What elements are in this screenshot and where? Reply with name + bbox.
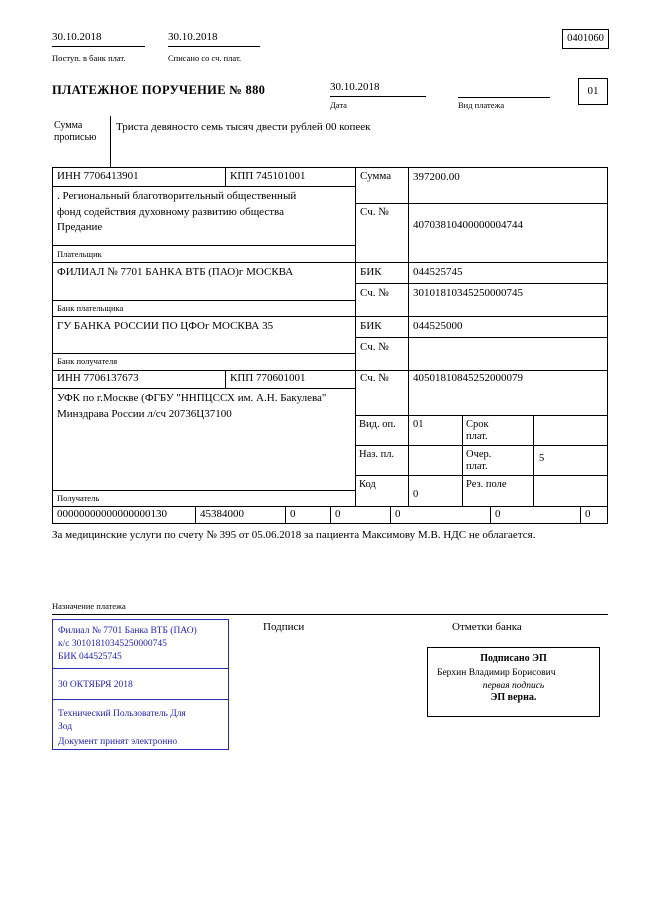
amount-label: Сумма xyxy=(360,170,392,182)
payment-kind-box: 01 xyxy=(578,78,608,105)
date-received-label: Поступ. в банк плат. xyxy=(52,53,126,63)
bank-stamp-corr-account: к/с 30101810345250000745 xyxy=(58,639,167,649)
amount-words-value: Триста девяносто семь тысяч двести рублей 00 копеек xyxy=(116,121,371,133)
grid-line xyxy=(52,167,53,523)
signature-stamp-role: первая подпись xyxy=(482,681,545,691)
bank-stamp-operator: Технический Пользователь Для Зод xyxy=(58,709,186,732)
payee-bank-bik-value: 044525000 xyxy=(413,320,463,332)
payer-kpp: КПП 745101001 xyxy=(230,170,306,182)
payee-section-label: Получатель xyxy=(57,493,100,503)
operation-type-value: 01 xyxy=(413,419,424,430)
payee-bank-bik-label: БИК xyxy=(360,320,382,332)
signature-stamp-signer: Берхин Владимир Борисович xyxy=(437,668,556,678)
grid-line xyxy=(52,523,608,524)
grid-line xyxy=(462,415,463,506)
operation-type-label: Вид. оп. xyxy=(359,419,396,430)
code-row-cell: 0 xyxy=(585,508,591,520)
grid-line xyxy=(390,506,391,523)
bank-stamp-divider xyxy=(53,699,228,700)
payer-bank-bik-label: БИК xyxy=(360,266,382,278)
bank-marks-label: Отметки банка xyxy=(452,621,522,633)
grid-line xyxy=(355,445,608,446)
grid-line xyxy=(330,506,331,523)
date-debited-field: 30.10.2018 xyxy=(168,31,260,47)
grid-line xyxy=(607,167,608,523)
grid-line xyxy=(52,245,355,246)
reserve-field-label: Рез. поле xyxy=(466,479,507,490)
payment-purpose-code-label: Наз. пл. xyxy=(359,449,395,460)
document-title: ПЛАТЕЖНОЕ ПОРУЧЕНИЕ № 880 xyxy=(52,83,266,97)
amount-value: 397200.00 xyxy=(413,171,460,183)
grid-line xyxy=(52,388,355,389)
payer-bank-section-label: Банк плательщика xyxy=(57,303,124,313)
grid-line xyxy=(52,167,608,168)
grid-line xyxy=(52,370,608,371)
signatures-label: Подписи xyxy=(263,621,305,633)
signature-stamp xyxy=(427,647,600,717)
code-row-cell: 0 xyxy=(395,508,401,520)
code-row-cell: 45384000 xyxy=(200,508,244,520)
payment-type-label: Вид платежа xyxy=(458,100,505,110)
payer-bank-bik-value: 044525745 xyxy=(413,266,463,278)
payment-purpose-text: За медицинские услуги по счету № 395 от 05.06.2018 за пациента Максимову М.В. НДС не облагается. xyxy=(52,529,536,541)
grid-line xyxy=(533,415,534,506)
code-row-cell: 0 xyxy=(495,508,501,520)
grid-line xyxy=(580,506,581,523)
code-row-cell: 00000000000000000130 xyxy=(57,508,167,520)
payment-order-priority-value: 5 xyxy=(539,453,545,464)
payer-name: . Региональный благотворительный общественный фонд содействия духовному развитию общества Предание xyxy=(57,190,297,233)
payee-bank-account-label: Сч. № xyxy=(360,341,389,353)
amount-words-label: Сумма прописью xyxy=(54,120,97,143)
signature-stamp-verified: ЭП верна. xyxy=(490,692,537,703)
form-code-box: 0401060 xyxy=(562,29,609,49)
grid-line xyxy=(52,300,355,301)
payment-order-priority-label: Очер. плат. xyxy=(466,449,492,472)
payer-account-label: Сч. № xyxy=(360,206,389,218)
payer-bank-account-value: 30101810345250000745 xyxy=(413,287,523,299)
grid-line xyxy=(490,506,491,523)
grid-line xyxy=(52,353,355,354)
grid-line xyxy=(52,614,608,615)
grid-line xyxy=(225,370,226,388)
payer-section-label: Плательщик xyxy=(57,249,102,259)
payee-bank-section-label: Банк получателя xyxy=(57,356,118,366)
code-row-cell: 0 xyxy=(290,508,296,520)
payment-purpose-label: Назначение платежа xyxy=(52,601,126,611)
payer-bank-account-label: Сч. № xyxy=(360,287,389,299)
payee-inn: ИНН 7706137673 xyxy=(57,372,139,384)
grid-line xyxy=(355,475,608,476)
grid-line xyxy=(408,167,409,506)
bank-stamp-note: Документ принят электронно xyxy=(58,737,178,747)
payee-account-label: Сч. № xyxy=(360,372,389,384)
grid-line xyxy=(355,167,356,506)
payment-type-blank-line xyxy=(458,97,550,98)
document-date-field: 30.10.2018 xyxy=(330,81,426,97)
document-date-label: Дата xyxy=(330,100,347,110)
grid-line xyxy=(52,316,608,317)
payee-bank-name: ГУ БАНКА РОССИИ ПО ЦФОг МОСКВА 35 xyxy=(57,320,274,332)
bank-stamp-divider xyxy=(53,668,228,669)
grid-line xyxy=(355,337,608,338)
payer-account-value: 40703810400000004744 xyxy=(413,219,523,231)
code-row-cell: 0 xyxy=(335,508,341,520)
grid-line xyxy=(355,283,608,284)
grid-line xyxy=(110,116,111,167)
grid-line xyxy=(195,506,196,523)
signature-stamp-title: Подписано ЭП xyxy=(480,653,547,664)
grid-line xyxy=(355,415,608,416)
date-debited-label: Списано со сч. плат. xyxy=(168,53,242,63)
grid-line xyxy=(225,167,226,186)
payee-kpp: КПП 770601001 xyxy=(230,372,306,384)
bank-stamp-date: 30 ОКТЯБРЯ 2018 xyxy=(58,680,133,690)
code-value: 0 xyxy=(413,489,419,500)
date-received-field: 30.10.2018 xyxy=(52,31,145,47)
payee-name: УФК по г.Москве (ФГБУ "ННПЦССХ им. А.Н. Бакулева" Минздрава России л/сч 20736Ц37100 xyxy=(57,392,327,420)
payer-bank-name: ФИЛИАЛ № 7701 БАНКА ВТБ (ПАО)г МОСКВА xyxy=(57,266,294,278)
payer-inn: ИНН 7706413901 xyxy=(57,170,139,182)
code-label: Код xyxy=(359,479,376,490)
grid-line xyxy=(355,203,608,204)
bank-stamp xyxy=(52,619,229,750)
bank-stamp-bik: БИК 044525745 xyxy=(58,652,122,662)
grid-line xyxy=(285,506,286,523)
grid-line xyxy=(52,186,355,187)
payment-term-label: Срок плат. xyxy=(466,419,489,442)
payee-account-value: 40501810845252000079 xyxy=(413,372,523,384)
bank-stamp-name: Филиал № 7701 Банка ВТБ (ПАО) xyxy=(58,626,197,636)
grid-line xyxy=(52,262,608,263)
grid-line xyxy=(52,490,355,491)
